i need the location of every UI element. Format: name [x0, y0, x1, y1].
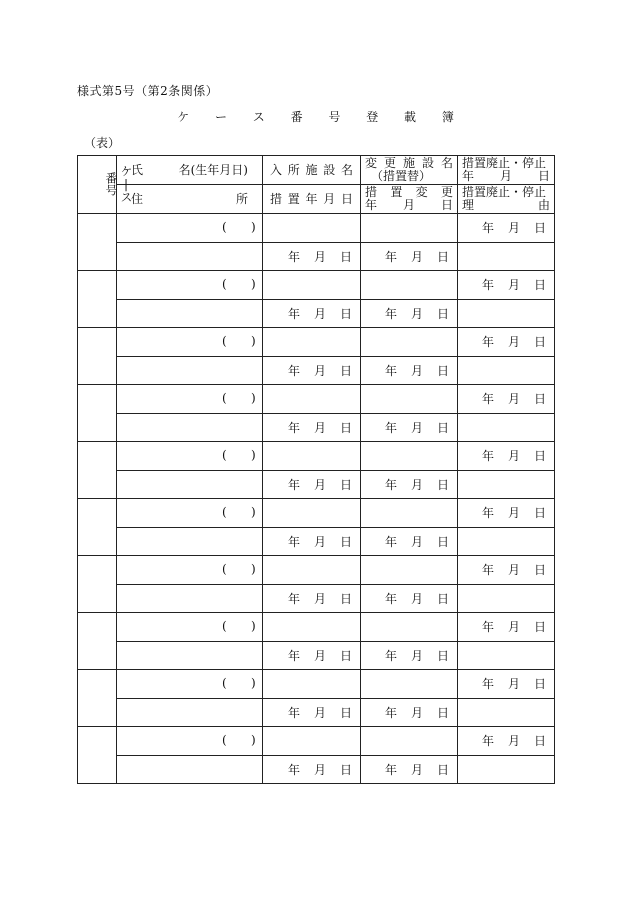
change-date-cell: 年 月 日 — [361, 414, 458, 442]
abolition-date-cell: 年 月 日 — [458, 385, 555, 414]
case-number-cell — [78, 499, 117, 556]
abolition-date-header: 措置廃止・停止 年 月 日 — [458, 156, 555, 185]
abolition-reason-cell — [458, 414, 555, 442]
admission-date-cell: 年 月 日 — [263, 756, 361, 784]
case-number-cell — [78, 214, 117, 271]
abolition-reason-cell — [458, 642, 555, 670]
table-row — [78, 385, 555, 414]
address-cell — [117, 357, 263, 385]
table-row — [78, 642, 555, 670]
name-header: 氏 名(生年月日) — [117, 156, 263, 185]
changed-facility-header: 変 更 施 設 名 （措置替） — [361, 156, 458, 185]
table-row — [78, 499, 555, 528]
abolition-date-cell: 年 月 日 — [458, 328, 555, 357]
changed-facility-cell — [361, 214, 458, 243]
abolition-date-cell: 年 月 日 — [458, 499, 555, 528]
case-number-cell — [78, 613, 117, 670]
abolition-reason-header: 措置廃止・停止 理 由 — [458, 185, 555, 214]
name-birthdate-cell: ( ) — [117, 670, 263, 699]
address-cell — [117, 585, 263, 613]
case-number-cell — [78, 385, 117, 442]
abolition-reason-cell — [458, 471, 555, 499]
changed-facility-cell — [361, 442, 458, 471]
address-cell — [117, 642, 263, 670]
name-birthdate-cell: ( ) — [117, 442, 263, 471]
abolition-date-cell: 年 月 日 — [458, 727, 555, 756]
change-date-cell: 年 月 日 — [361, 357, 458, 385]
table-row — [78, 471, 555, 499]
changed-facility-cell — [361, 727, 458, 756]
name-birthdate-cell: ( ) — [117, 613, 263, 642]
change-date-cell: 年 月 日 — [361, 300, 458, 328]
changed-facility-cell — [361, 556, 458, 585]
case-number-cell — [78, 442, 117, 499]
abolition-reason-cell — [458, 357, 555, 385]
admission-facility-header — [263, 156, 361, 185]
table-row — [78, 585, 555, 613]
name-birthdate-cell: ( ) — [117, 271, 263, 300]
admission-date-cell: 年 月 日 — [263, 357, 361, 385]
address-cell — [117, 414, 263, 442]
case-number-cell — [78, 727, 117, 784]
admission-date-cell: 年 月 日 — [263, 642, 361, 670]
admission-facility-cell — [263, 613, 361, 642]
abolition-reason-cell — [458, 300, 555, 328]
address-cell — [117, 528, 263, 556]
table-row — [78, 357, 555, 385]
table-row — [78, 556, 555, 585]
address-cell — [117, 243, 263, 271]
table-row — [78, 613, 555, 642]
abolition-date-cell: 年 月 日 — [458, 556, 555, 585]
changed-facility-cell — [361, 385, 458, 414]
abolition-reason-cell — [458, 699, 555, 727]
name-birthdate-cell: ( ) — [117, 214, 263, 243]
change-date-cell: 年 月 日 — [361, 699, 458, 727]
abolition-reason-cell — [458, 756, 555, 784]
change-date-cell: 年 月 日 — [361, 528, 458, 556]
table-row — [78, 442, 555, 471]
admission-facility-label: 入 所 施 設 名 — [270, 163, 353, 177]
case-number-cell — [78, 328, 117, 385]
admission-facility-cell — [263, 442, 361, 471]
admission-date-cell: 年 月 日 — [263, 699, 361, 727]
name-birthdate-cell: ( ) — [117, 385, 263, 414]
case-number-cell — [78, 670, 117, 727]
admission-date-cell: 年 月 日 — [263, 585, 361, 613]
admission-facility-cell — [263, 385, 361, 414]
table-row — [78, 528, 555, 556]
table-row — [78, 271, 555, 300]
document-title: ケ ー ス 番 号 登 載 簿 — [177, 110, 465, 124]
changed-facility-cell — [361, 271, 458, 300]
case-number-cell — [78, 271, 117, 328]
abolition-date-cell: 年 月 日 — [458, 442, 555, 471]
address-cell — [117, 756, 263, 784]
name-birthdate-cell: ( ) — [117, 499, 263, 528]
abolition-date-cell: 年 月 日 — [458, 271, 555, 300]
table-row — [78, 243, 555, 271]
admission-facility-cell — [263, 670, 361, 699]
admission-facility-cell — [263, 271, 361, 300]
admission-date-cell: 年 月 日 — [263, 243, 361, 271]
admission-facility-cell — [263, 499, 361, 528]
table-row — [78, 300, 555, 328]
change-date-cell: 年 月 日 — [361, 642, 458, 670]
admission-date-cell: 年 月 日 — [263, 414, 361, 442]
address-header: 住 所 — [117, 185, 263, 214]
admission-facility-cell — [263, 727, 361, 756]
admission-date-cell: 年 月 日 — [263, 471, 361, 499]
admission-date-cell: 年 月 日 — [263, 528, 361, 556]
change-date-header: 措 置 変 更 年 月 日 — [361, 185, 458, 214]
register-table — [77, 155, 555, 784]
table-row — [78, 699, 555, 727]
case-number-cell — [78, 556, 117, 613]
name-birthdate-cell: ( ) — [117, 727, 263, 756]
changed-facility-cell — [361, 613, 458, 642]
abolition-date-cell: 年 月 日 — [458, 670, 555, 699]
table-row — [78, 756, 555, 784]
changed-facility-cell — [361, 670, 458, 699]
form-number: 様式第5号（第2条関係） — [77, 84, 219, 98]
side-label: （表） — [84, 136, 121, 150]
address-cell — [117, 300, 263, 328]
abolition-reason-cell — [458, 528, 555, 556]
abolition-reason-cell — [458, 585, 555, 613]
table-row — [78, 214, 555, 243]
address-cell — [117, 471, 263, 499]
admission-facility-cell — [263, 214, 361, 243]
changed-facility-cell — [361, 328, 458, 357]
table-row — [78, 727, 555, 756]
change-date-cell: 年 月 日 — [361, 585, 458, 613]
address-cell — [117, 699, 263, 727]
admission-date-header: 措 置 年 月 日 — [263, 185, 361, 214]
change-date-cell: 年 月 日 — [361, 471, 458, 499]
abolition-reason-cell — [458, 243, 555, 271]
table-row — [78, 670, 555, 699]
table-row — [78, 328, 555, 357]
changed-facility-cell — [361, 499, 458, 528]
admission-date-cell: 年 月 日 — [263, 300, 361, 328]
abolition-date-cell: 年 月 日 — [458, 214, 555, 243]
name-birthdate-cell: ( ) — [117, 556, 263, 585]
change-date-cell: 年 月 日 — [361, 756, 458, 784]
admission-facility-cell — [263, 328, 361, 357]
change-date-cell: 年 月 日 — [361, 243, 458, 271]
admission-facility-cell — [263, 556, 361, 585]
table-row — [78, 414, 555, 442]
case-number-header: ケ|ス 番号 — [78, 156, 117, 214]
name-birthdate-cell: ( ) — [117, 328, 263, 357]
abolition-date-cell: 年 月 日 — [458, 613, 555, 642]
